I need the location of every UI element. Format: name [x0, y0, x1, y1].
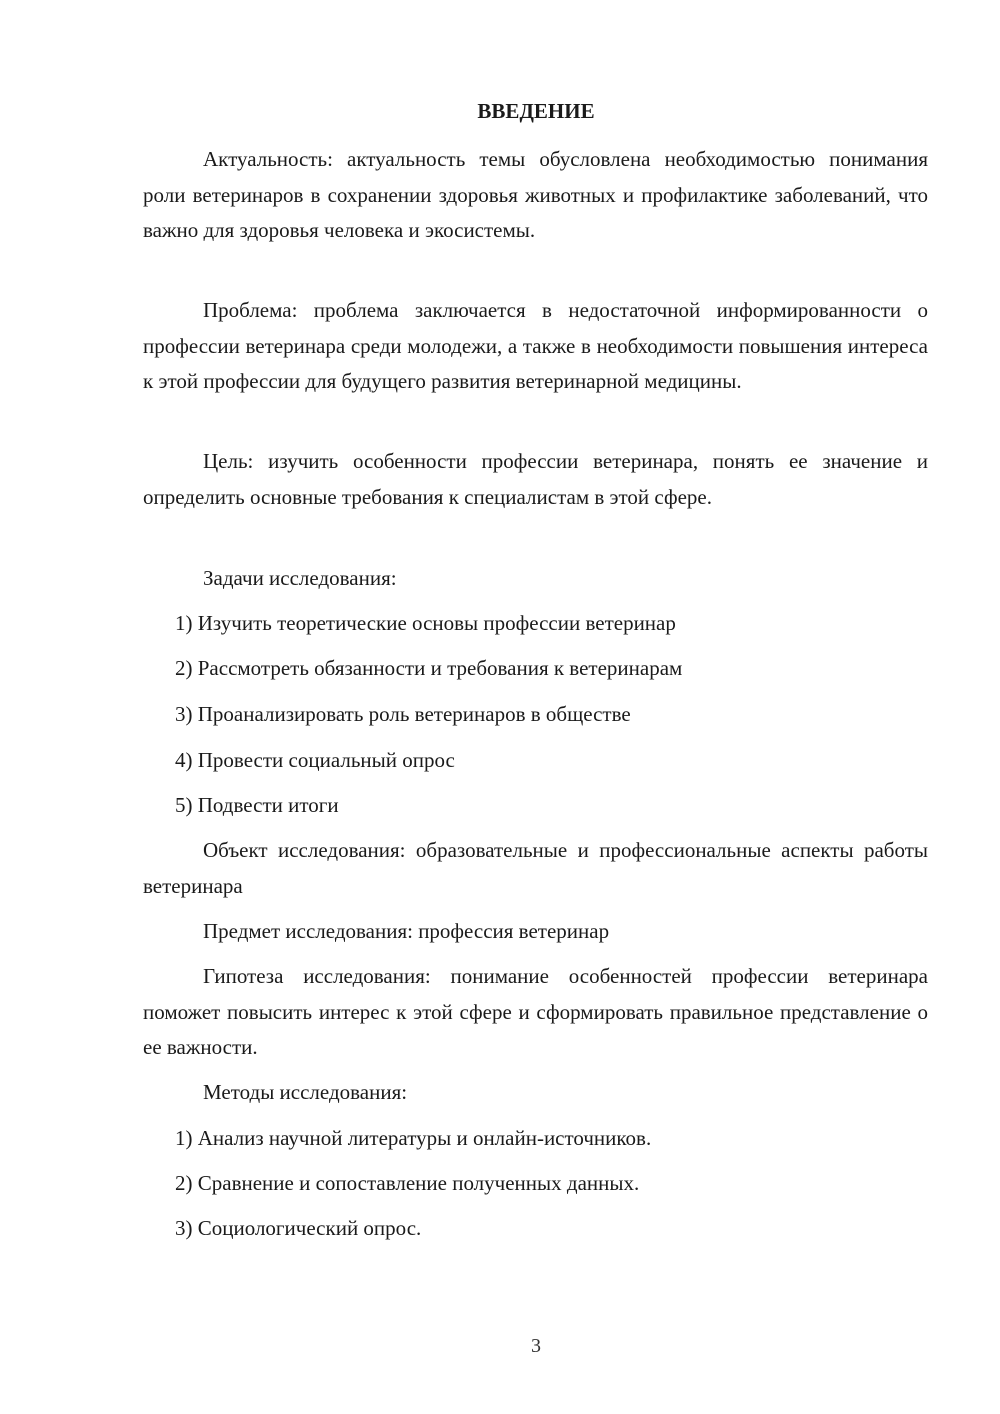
paragraph-object: Объект исследования: образовательные и профессиональные аспекты работы ветеринара: [143, 838, 928, 898]
paragraph-problem: Проблема: проблема заключается в недостаточной информированности о профессии ветеринара среди молодежи, а также в необходимости повышения интереса к этой профессии для будущего развития ветеринарной медицины.: [143, 298, 928, 393]
paragraph-hypothesis: Гипотеза исследования: понимание особенностей профессии ветеринара поможет повысить интерес к этой сфере и сформировать правильное представление о ее важности.: [143, 964, 928, 1059]
paragraph-subject: Предмет исследования: профессия ветеринар: [203, 919, 610, 943]
tasks-heading: Задачи исследования:: [203, 566, 397, 590]
task-item-4: 4) Провести социальный опрос: [175, 748, 455, 772]
task-item-2: 2) Рассмотреть обязанности и требования к ветеринарам: [175, 656, 683, 680]
method-item-3: 3) Социологический опрос.: [175, 1216, 422, 1240]
method-item-1: 1) Анализ научной литературы и онлайн-источников.: [175, 1126, 652, 1150]
page-number: 3: [531, 1335, 541, 1357]
task-item-1: 1) Изучить теоретические основы профессии ветеринар: [175, 611, 676, 635]
paragraph-goal: Цель: изучить особенности профессии ветеринара, понять ее значение и определить основные требования к специалистам в этой сфере.: [143, 449, 928, 509]
page-title: ВВЕДЕНИЕ: [477, 99, 595, 123]
task-item-5: 5) Подвести итоги: [175, 793, 339, 817]
task-item-3: 3) Проанализировать роль ветеринаров в обществе: [175, 702, 631, 726]
method-item-2: 2) Сравнение и сопоставление полученных данных.: [175, 1171, 640, 1195]
methods-heading: Методы исследования:: [203, 1080, 408, 1104]
paragraph-relevance: Актуальность: актуальность темы обусловлена необходимостью понимания роли ветеринаров в сохранении здоровья животных и профилактике заболеваний, что важно для здоровья человека и экосистемы.: [143, 147, 928, 242]
